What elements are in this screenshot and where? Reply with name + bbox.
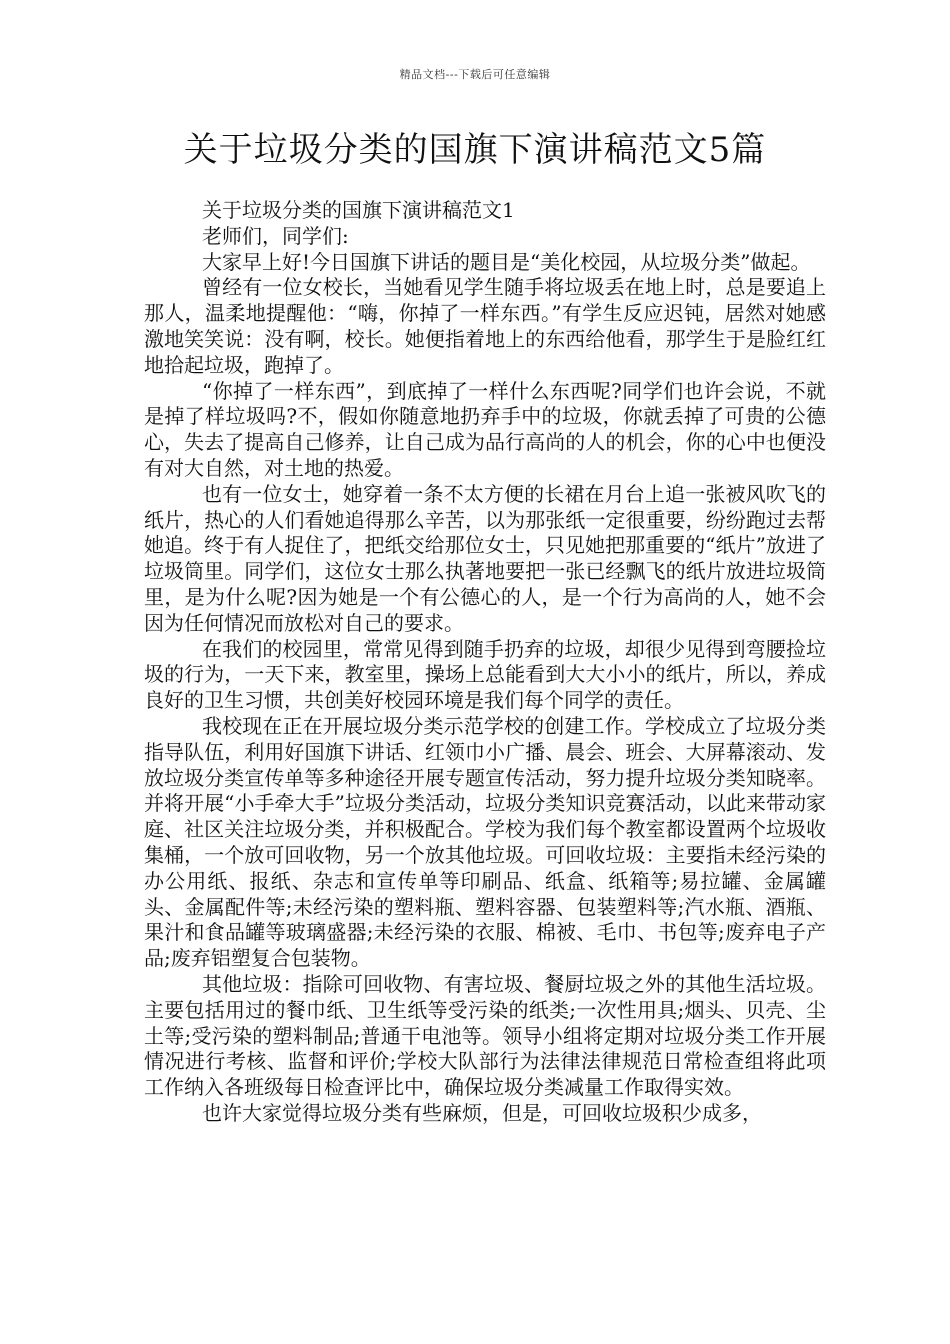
body-paragraph: 大家早上好!今日国旗下讲话的题目是“美化校园，从垃圾分类”做起。 [202, 249, 811, 274]
body-paragraph: 在我们的校园里，常常见得到随手扔弃的垃圾，却很少见得到弯腰捡垃圾的行为，一天下来，教室里，操场上总能看到大大小小的纸片，所以，养成良好的卫生习惯，共创美好校园环境是我们每个同学的责任。 [144, 636, 826, 713]
page-header-note: 精品文档---下载后可任意编辑 [399, 68, 551, 81]
body-paragraph: 也有一位女士，她穿着一条不太方便的长裙在月台上追一张被风吹飞的纸片，热心的人们看她追得那么辛苦，以为那张纸一定很重要，纷纷跑过去帮她追。终于有人捉住了，把纸交给那位女士，只见她把那重要的“纸片”放进了垃圾筒里。同学们，这位女士那么执著地要把一张已经飘飞的纸片放进垃圾筒里，是为什么呢?因为她是一个有公德心的人，是一个行为高尚的人，她不会因为任何情况而放松对自己的要求。 [144, 481, 826, 635]
body-paragraph: 曾经有一位女校长，当她看见学生随手将垃圾丢在地上时，总是要追上那人，温柔地提醒他：“嗨，你掉了一样东西。”有学生反应迟钝，居然对她感激地笑笑说：没有啊，校长。她便指着地上的东西给他看，那学生于是脸红红地拾起垃圾，跑掉了。 [144, 275, 826, 377]
document-title: 关于垃圾分类的国旗下演讲稿范文5篇 [183, 130, 767, 170]
body-paragraph: 其他垃圾：指除可回收物、有害垃圾、餐厨垃圾之外的其他生活垃圾。主要包括用过的餐巾纸、卫生纸等受污染的纸类;一次性用具;烟头、贝壳、尘土等;受污染的塑料制品;普通干电池等。领导小组将定期对垃圾分类工作开展情况进行考核、监督和评价;学校大队部行为法律法律规范日常检查组将此项工作纳入各班级每日检查评比中，确保垃圾分类减量工作取得实效。 [144, 971, 826, 1100]
body-paragraph: 也许大家觉得垃圾分类有些麻烦，但是，可回收垃圾积少成多， [202, 1100, 762, 1125]
body-paragraph: 我校现在正在开展垃圾分类示范学校的创建工作。学校成立了垃圾分类指导队伍，利用好国旗下讲话、红领巾小广播、晨会、班会、大屏幕滚动、发放垃圾分类宣传单等多种途径开展专题宣传活动，努力提升垃圾分类知晓率。并将开展“小手牵大手”垃圾分类活动，垃圾分类知识竞赛活动，以此来带动家庭、社区关注垃圾分类，并积极配合。学校为我们每个教室都设置两个垃圾收集桶，一个放可回收物，另一个放其他垃圾。可回收垃圾：主要指未经污染的办公用纸、报纸、杂志和宣传单等印刷品、纸盒、纸箱等;易拉罐、金属罐头、金属配件等;未经污染的塑料瓶、塑料容器、包装塑料等;汽水瓶、酒瓶、果汁和食品罐等玻璃盛器;未经污染的衣服、棉被、毛巾、书包等;废弃电子产品;废弃铝塑复合包装物。 [144, 713, 826, 971]
document-body [144, 198, 826, 1127]
body-paragraph: “你掉了一样东西”，到底掉了一样什么东西呢?同学们也许会说，不就是掉了样垃圾吗?不，假如你随意地扔弃手中的垃圾，你就丢掉了可贵的公德心，失去了提高自己修养，让自己成为品行高尚的人的机会，你的心中也便没有对大自然，对土地的热爱。 [144, 378, 826, 480]
subtitle-paragraph: 关于垃圾分类的国旗下演讲稿范文1 [202, 198, 515, 222]
greeting-paragraph: 老师们，同学们: [202, 223, 349, 248]
